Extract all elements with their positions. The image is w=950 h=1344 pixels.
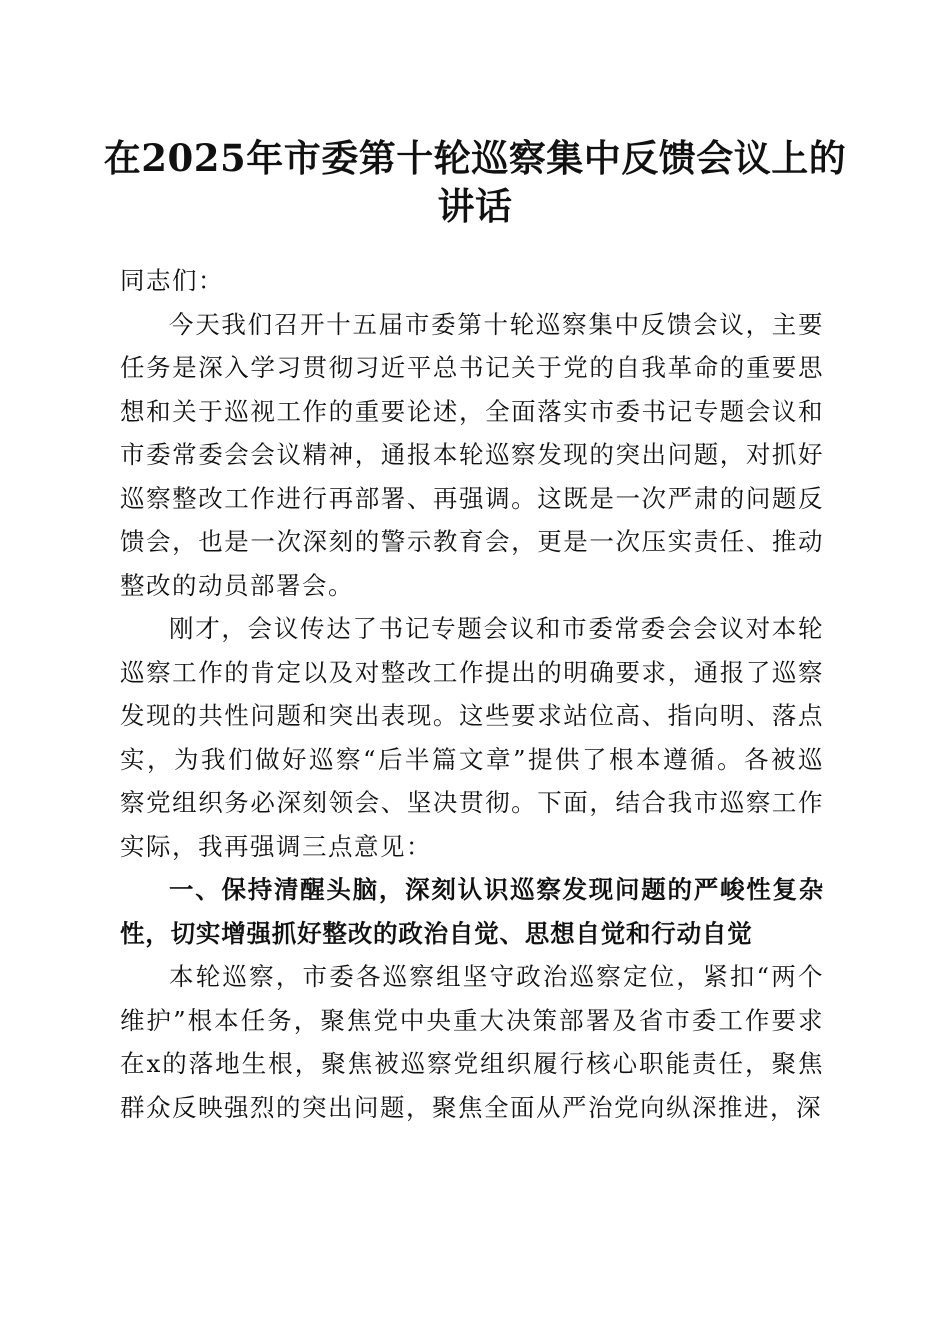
salutation: 同志们： xyxy=(120,266,224,295)
paragraph-1: 今天我们召开十五届市委第十轮巡察集中反馈会议，主要任务是深入学习贯彻习近平总书记关于党的自我革命的重要思想和关于巡视工作的重要论述，全面落实市委书记专题会议和市委常委会会议精神，通报本轮巡察发现的突出问题，对抓好巡察整改工作进行再部署、再强调。这既是一次严肃的问题反馈会，也是一次深刻的警示教育会，更是一次压实责任、推动整改的动员部署会。 xyxy=(120,309,824,600)
paragraph-2: 刚才，会议传达了书记专题会议和市委常委会会议对本轮巡察工作的肯定以及对整改工作提出的明确要求，通报了巡察发现的共性问题和突出表现。这些要求站位高、指向明、落点实，为我们做好巡察“后半篇文章”提供了根本遵循。各被巡察党组织务必深刻领会、坚决贯彻。下面，结合我市巡察工作实际，我再强调三点意见： xyxy=(120,614,824,861)
document-title: 在2025年市委第十轮巡察集中反馈会议上的讲话 xyxy=(103,136,847,228)
document-body xyxy=(120,259,824,1129)
section-heading-1: 一、保持清醒头脑，深刻认识巡察发现问题的严峻性复杂性，切实增强抓好整改的政治自觉、思想自觉和行动自觉 xyxy=(120,875,824,948)
paragraph-3: 本轮巡察，市委各巡察组坚守政治巡察定位，紧扣“两个维护”根本任务，聚焦党中央重大决策部署及省市委工作要求在x的落地生根，聚焦被巡察党组织履行核心职能责任，聚焦群众反映强烈的突出问题，聚焦全面从严治党向纵深推进，深 xyxy=(120,962,824,1122)
